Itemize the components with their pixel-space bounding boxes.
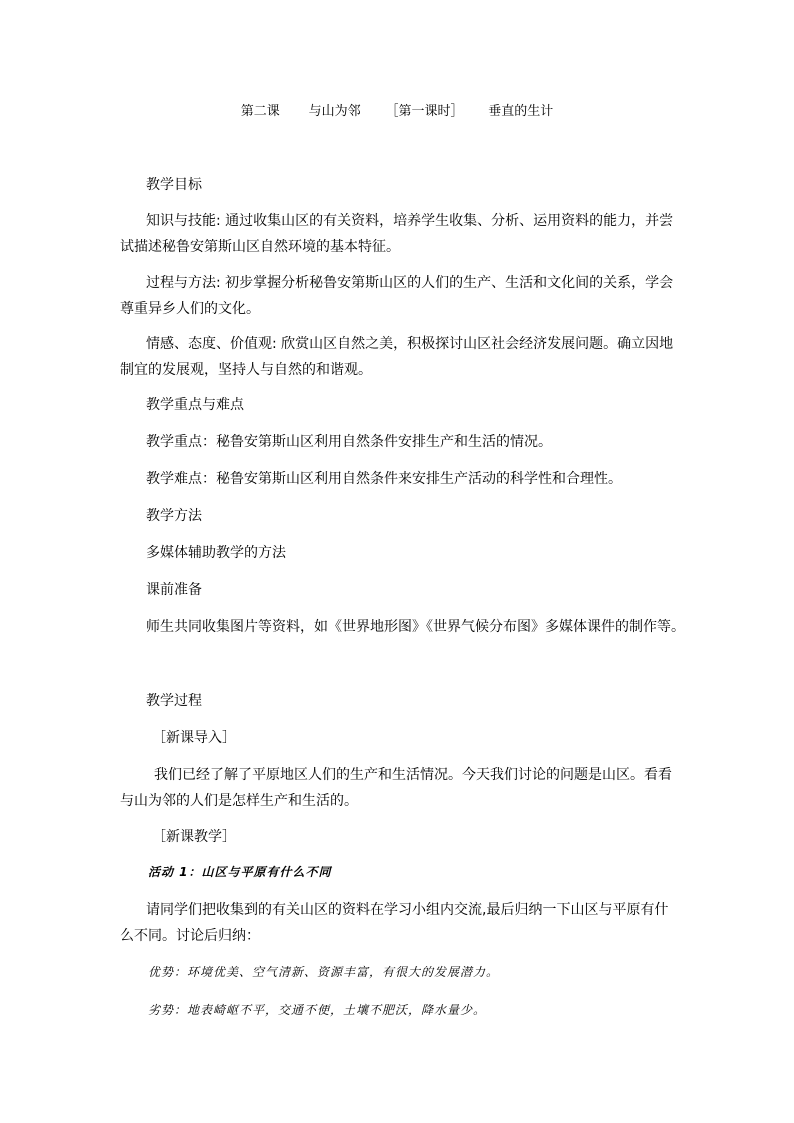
preparation-text: 师生共同收集图片等资料，如《世界地形图》《世界气候分布图》多媒体课件的制作等。 — [146, 619, 685, 635]
key-point-text: 教学重点：秘鲁安第斯山区利用自然条件安排生产和生活的情况。 — [146, 434, 552, 450]
objective-process: 过程与方法: 初步掌握分析秘鲁安第斯山区的人们的生产、生活和文化间的关系，学会尊重异乡人们的文化。 — [120, 275, 674, 317]
process-heading: 教学过程 — [146, 693, 202, 709]
title-period: ［第一课时］ — [385, 104, 464, 119]
objective-emotion: 情感、态度、价值观: 欣赏山区自然之美，积极探讨山区社会经济发展问题。确立因地制宜的发展观，坚持人与自然的和谐观。 — [120, 336, 674, 378]
intro-text: 我们已经了解了平原地区人们的生产和生活情况。今天我们讨论的问题是山区。看看与山为邻的人们是怎样生产和生活的。 — [120, 767, 672, 809]
intro-heading: ［新课导入］ — [152, 730, 236, 746]
title-topic: 与山为邻 — [308, 104, 361, 119]
disadvantages-text: 劣势：地表崎岖不平，交通不便，土壤不肥沃，降水量少。 — [148, 1003, 487, 1017]
key-points-heading: 教学重点与难点 — [146, 397, 244, 413]
new-lesson-heading: ［新课教学］ — [152, 829, 236, 845]
objective-knowledge: 知识与技能: 通过收集山区的有关资料，培养学生收集、分析、运用资料的能力，并尝试描述秘鲁安第斯山区自然环境的基本特征。 — [120, 213, 674, 255]
difficult-point-text: 教学难点：秘鲁安第斯山区利用自然条件来安排生产活动的科学性和合理性。 — [146, 471, 622, 487]
method-text: 多媒体辅助教学的方法 — [146, 545, 286, 561]
preparation-heading: 课前准备 — [146, 582, 202, 598]
activity1-text: 请同学们把收集到的有关山区的资料在学习小组内交流,最后归纳一下山区与平原有什么不同。讨论后归纳： — [120, 902, 669, 944]
method-heading: 教学方法 — [146, 508, 202, 524]
title-lesson: 第二课 — [240, 104, 280, 119]
title-subtitle: 垂直的生计 — [488, 104, 554, 119]
objectives-heading: 教学目标 — [146, 177, 202, 193]
page-title — [0, 100, 794, 119]
activity1-heading: 活动 1：山区与平原有什么不同 — [148, 865, 332, 879]
advantages-text: 优势：环境优美、空气清新、资源丰富，有很大的发展潜力。 — [148, 965, 500, 979]
